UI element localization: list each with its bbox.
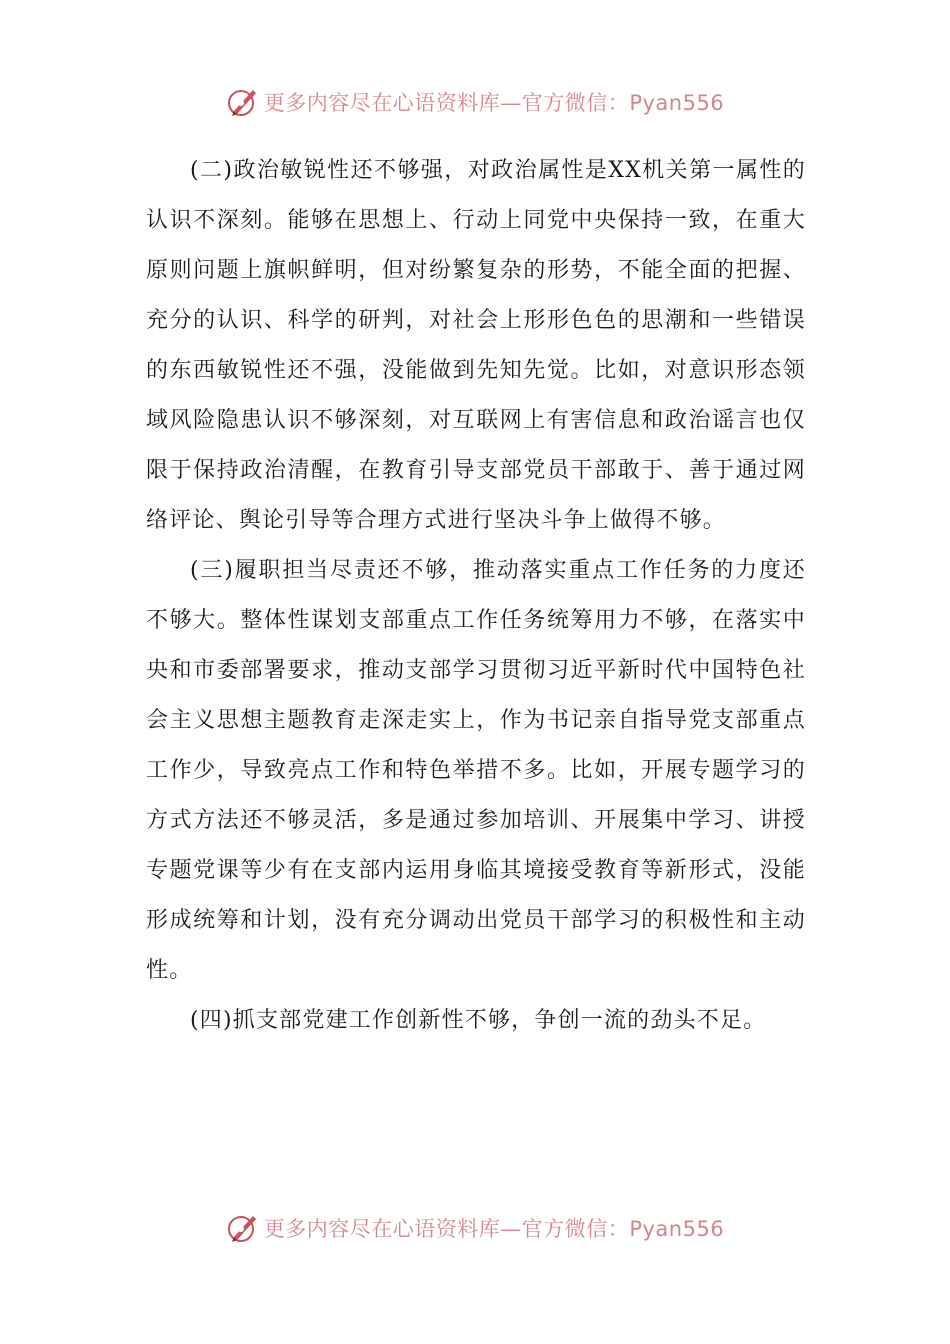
pen-circle-icon [226,1211,260,1245]
watermark-handle: Pyan556 [629,1217,725,1241]
watermark-header [0,82,950,122]
paragraph-3: (三)履职担当尽责还不够，推动落实重点工作任务的力度还不够大。整体性谋划支部重点工作任务统筹用力不够，在落实中央和市委部署要求，推动支部学习贯彻习近平新时代中国特色社会主义思想主题教育走深走实上，作为书记亲自指导党支部重点工作少，导致亮点工作和特色举措不多。比如，开展专题学习的方式方法还不够灵活，多是通过参加培训、开展集中学习、讲授专题党课等少有在支部内运用身临其境接受教育等新形式，没能形成统筹和计划，没有充分调动出党员干部学习的积极性和主动性。 [146,558,806,983]
watermark-text: 更多内容尽在心语资料库—官方微信：Pyan556 [263,1217,725,1241]
watermark-footer [0,1208,950,1248]
watermark-handle: Pyan556 [629,91,725,115]
paragraph-2: (二)政治敏锐性还不够强，对政治属性是XX机关第一属性的认识不深刻。能够在思想上、行动上同党中央保持一致，在重大原则问题上旗帜鲜明，但对纷繁复杂的形势，不能全面的把握、充分的认识、科学的研判，对社会上形形色色的思潮和一些错误的东西敏锐性还不强，没能做到先知先觉。比如，对意识形态领域风险隐患认识不够深刻，对互联网上有害信息和政治谣言也仅限于保持政治清醒，在教育引导支部党员干部敢于、善于通过网络评论、舆论引导等合理方式进行坚决斗争上做得不够。 [146,158,806,533]
watermark-text: 更多内容尽在心语资料库—官方微信：Pyan556 [263,91,725,115]
pen-circle-icon [226,85,260,119]
document-body [146,146,806,1046]
paragraph-4: (四)抓支部党建工作创新性不够，争创一流的劲头不足。 [190,1008,767,1033]
